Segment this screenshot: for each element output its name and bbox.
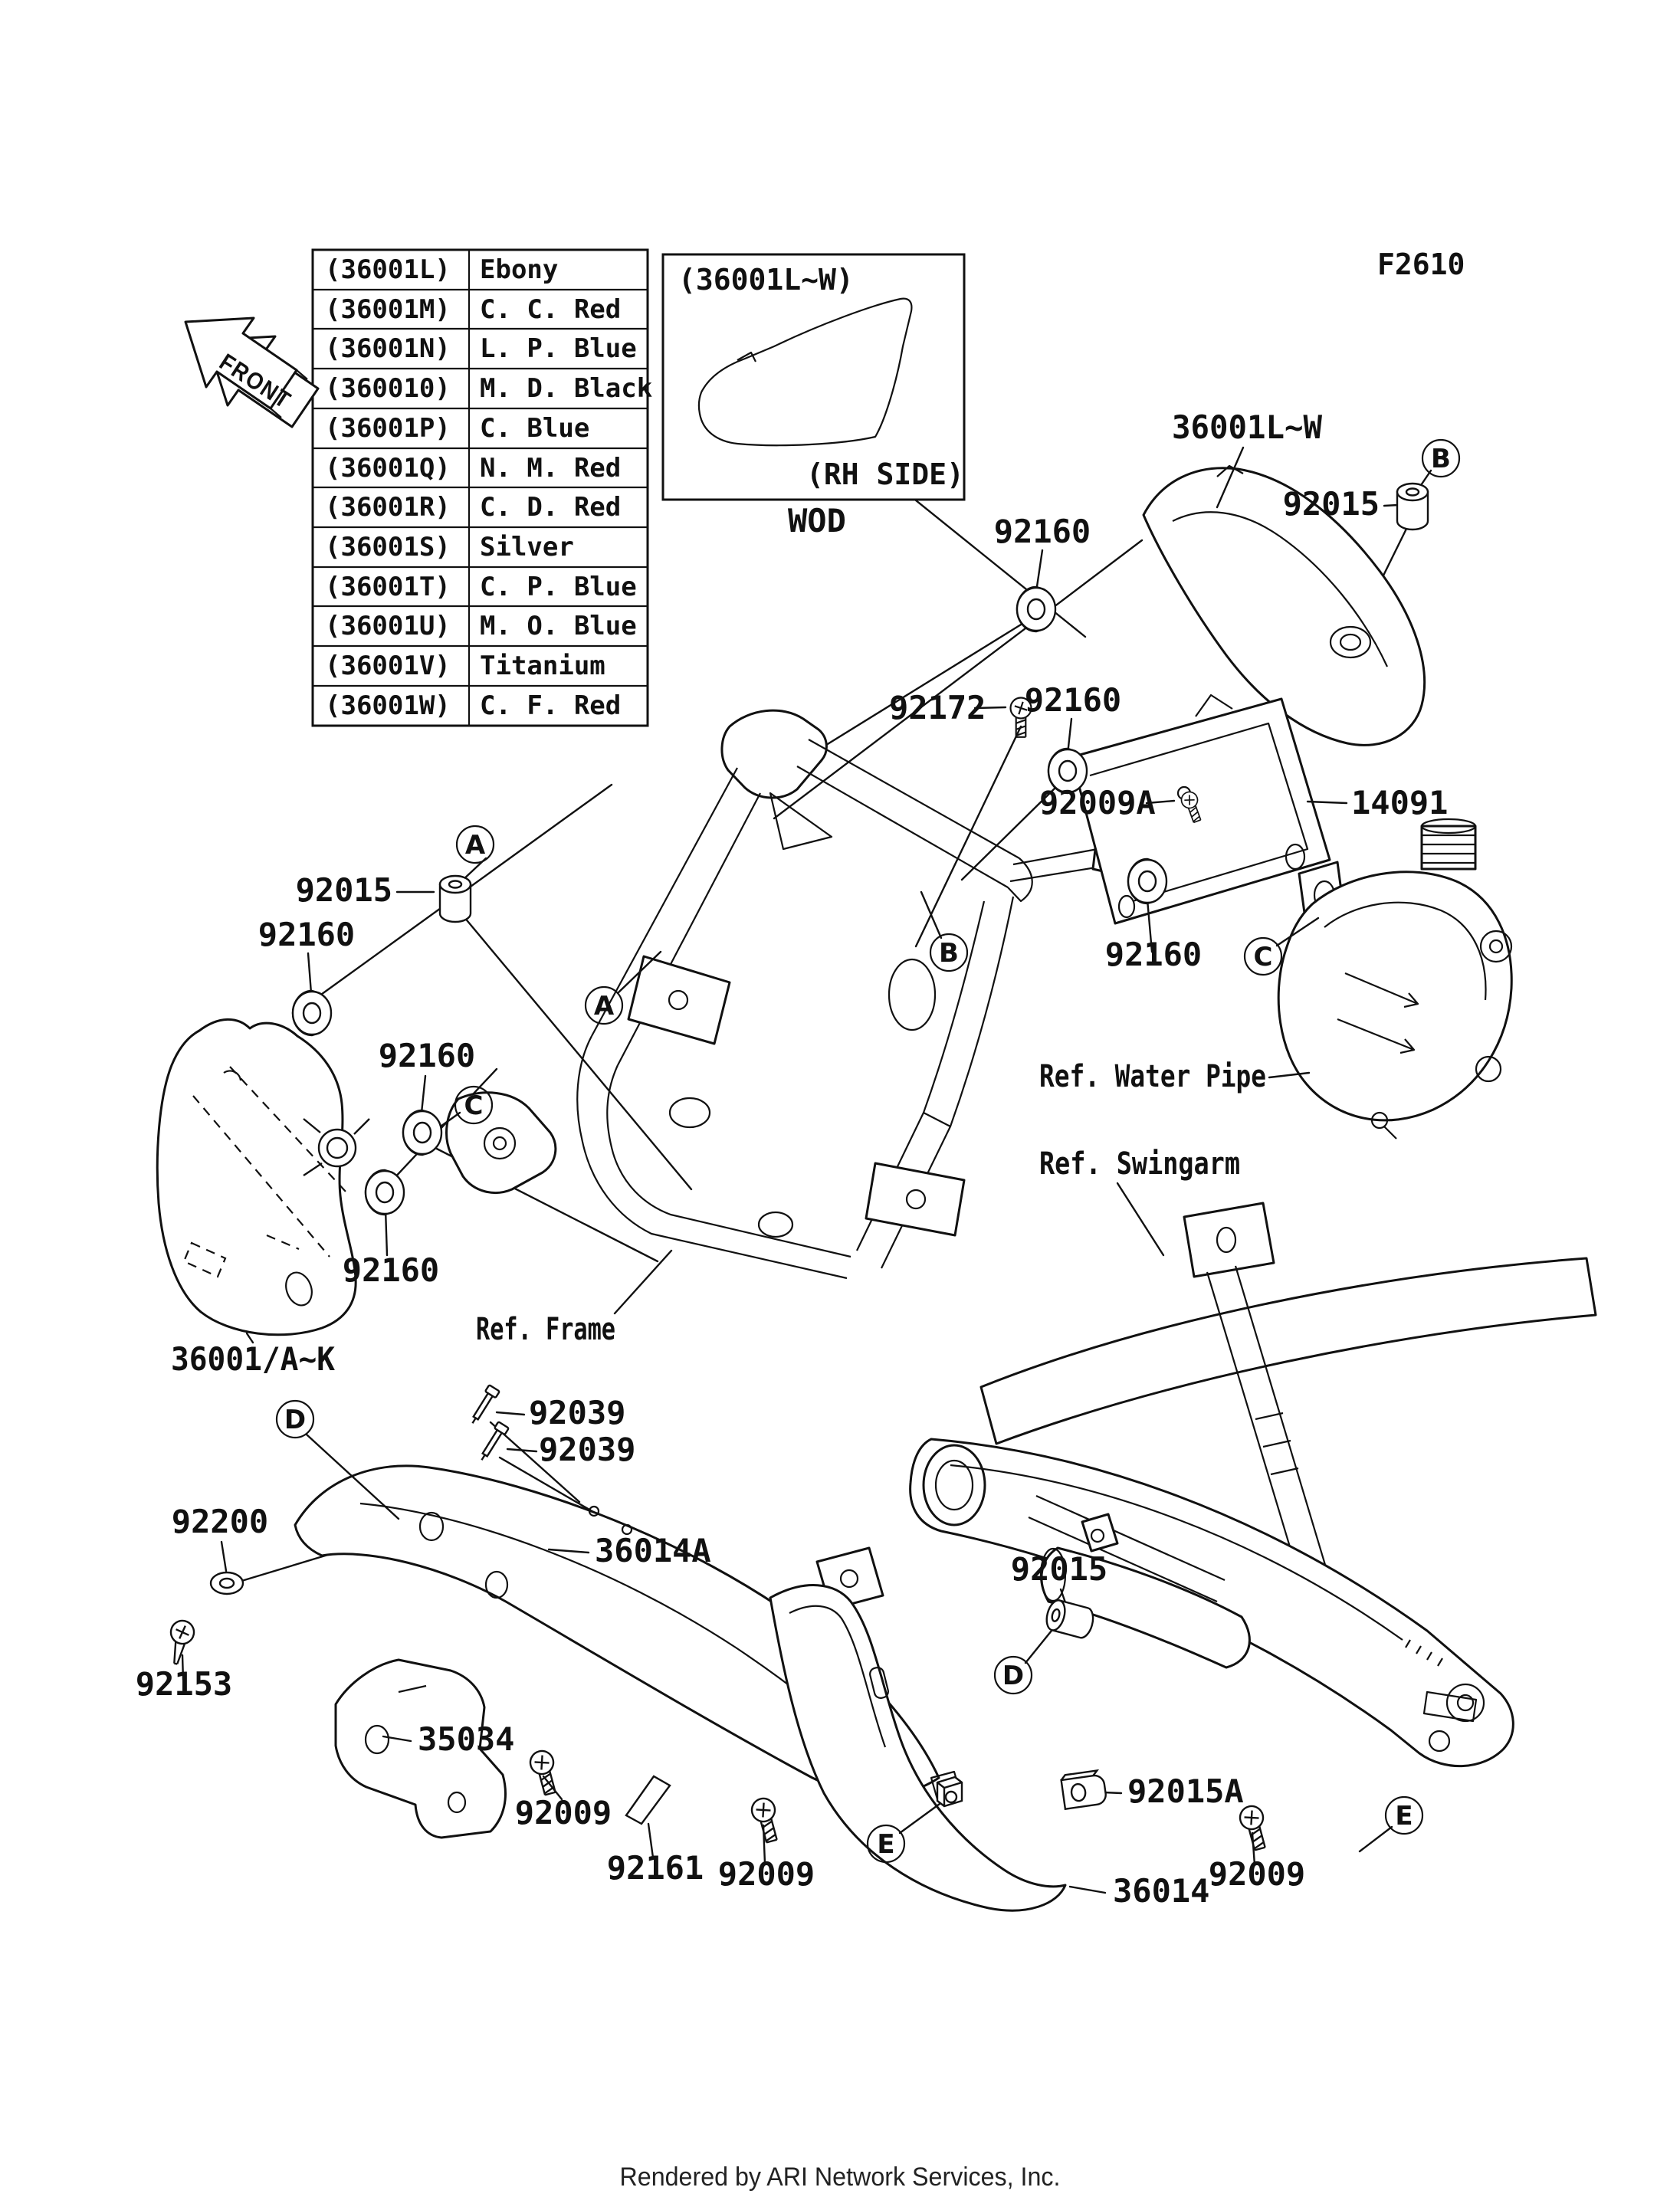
part-label-92160-left-lower[interactable]: 92160: [342, 1251, 440, 1289]
table-color: C. C. Red: [480, 294, 622, 325]
front-arrow: [185, 318, 318, 427]
table-code: (36001L): [325, 254, 451, 285]
table-code: (36001M): [325, 294, 451, 325]
swingarm-drawing: [817, 1203, 1596, 1766]
ref-label-swingarm: Ref. Swingarm: [1039, 1146, 1240, 1182]
table-code: (36001T): [325, 572, 451, 602]
ref-label-frame: Ref. Frame: [476, 1312, 615, 1347]
part-label-36001lw[interactable]: 36001L~W: [1172, 408, 1323, 446]
screw-92153-icon: [165, 1618, 196, 1666]
nutplate-92015a-icon: [1061, 1769, 1107, 1808]
damper-92015-top-icon: [1397, 484, 1428, 530]
grommet-92160-left-upper-icon: [293, 991, 331, 1035]
part-label-92160-top[interactable]: 92160: [993, 513, 1091, 550]
grommet-92160-top-icon: [1017, 587, 1055, 631]
part-label-92015-bottom[interactable]: 92015: [1010, 1550, 1108, 1588]
table-color: Titanium: [480, 651, 605, 681]
grommet-92160-left-lower-icon: [366, 1170, 404, 1215]
svg-text:D: D: [284, 1405, 307, 1435]
marker-d-left: [277, 1401, 313, 1438]
nutblock-icon: [937, 1777, 962, 1806]
inset-side-note: (RH SIDE): [806, 457, 964, 491]
table-color: L. P. Blue: [480, 333, 637, 364]
table-code: (360010): [325, 373, 451, 404]
grommet-92160-right-icon: [1128, 859, 1166, 903]
marker-b-top: [1422, 440, 1459, 477]
table-code: (36001W): [325, 690, 451, 721]
svg-text:B: B: [939, 938, 959, 969]
part-label-92039-b[interactable]: 92039: [539, 1431, 636, 1468]
inset-caption: WOD: [788, 502, 846, 539]
marker-a-left: [457, 826, 494, 863]
table-color: N. M. Red: [480, 453, 622, 484]
part-label-92200[interactable]: 92200: [171, 1503, 269, 1540]
part-label-14091[interactable]: 14091: [1351, 784, 1449, 821]
marker-b-center: [930, 934, 967, 971]
svg-text:B: B: [1431, 444, 1451, 474]
table-color: C. D. Red: [480, 492, 622, 523]
table-code: (36001N): [325, 333, 451, 364]
damper-92015-left-icon: [440, 876, 471, 922]
svg-text:D: D: [1002, 1661, 1025, 1691]
part-label-92009-left[interactable]: 92009: [514, 1794, 612, 1831]
washer-92200-icon: [211, 1572, 243, 1594]
part-label-92160-left-mid[interactable]: 92160: [378, 1037, 476, 1074]
table-code: (36001V): [325, 651, 451, 681]
part-label-92015a[interactable]: 92015A: [1127, 1772, 1244, 1810]
table-code: (36001S): [325, 532, 451, 562]
marker-d-bottom: [995, 1657, 1032, 1694]
screw-92009-center-icon: [750, 1796, 783, 1844]
part-label-92160-left-upper[interactable]: 92160: [258, 916, 356, 953]
part-label-36014a[interactable]: 36014A: [595, 1532, 711, 1569]
table-color: C. P. Blue: [480, 572, 637, 602]
frame-drawing: [447, 710, 1116, 1278]
part-label-36001ak[interactable]: 36001/A~K: [171, 1340, 336, 1378]
marker-c-right: [1245, 938, 1281, 975]
pin-92039-b-icon: [477, 1421, 509, 1463]
part-label-92039-a[interactable]: 92039: [529, 1394, 626, 1431]
table-code: (36001P): [325, 413, 451, 444]
table-color: M. D. Black: [480, 373, 653, 404]
footer-credit: Rendered by ARI Network Services, Inc.: [619, 2163, 1061, 2192]
pin-92039-a-icon: [468, 1385, 500, 1426]
part-label-92160-right[interactable]: 92160: [1104, 936, 1203, 973]
svg-text:C: C: [464, 1090, 484, 1121]
diagram-code: F2610: [1377, 248, 1465, 281]
table-color: C. Blue: [480, 413, 590, 444]
table-code: (36001Q): [325, 453, 451, 484]
part-label-36014[interactable]: 36014: [1113, 1872, 1210, 1910]
inset-part-range: (36001L~W): [678, 263, 854, 297]
marker-a-center: [586, 987, 622, 1024]
part-label-92161[interactable]: 92161: [606, 1849, 704, 1887]
table-color: M. O. Blue: [480, 611, 637, 641]
part-label-92015-top[interactable]: 92015: [1282, 485, 1380, 523]
table-color: Silver: [480, 532, 574, 562]
marker-e-right: [1386, 1797, 1422, 1834]
svg-text:E: E: [877, 1829, 895, 1860]
part-label-35034[interactable]: 35034: [418, 1720, 515, 1758]
side-cover-lh-drawing: [157, 1019, 369, 1334]
table-code: (36001U): [325, 611, 451, 641]
part-label-92009-center[interactable]: 92009: [717, 1855, 815, 1893]
svg-text:C: C: [1253, 942, 1273, 972]
svg-text:E: E: [1395, 1801, 1413, 1831]
front-arrow-label: FRONT: [215, 348, 305, 420]
part-label-92015-left[interactable]: 92015: [295, 871, 392, 909]
sticker-92161-icon: [626, 1776, 670, 1824]
table-code: (36001R): [325, 492, 451, 523]
svg-text:A: A: [464, 830, 486, 861]
screw-92009-left-icon: [528, 1749, 562, 1797]
part-label-92172[interactable]: 92172: [889, 689, 986, 726]
water-pipe-drawing: [1278, 819, 1511, 1139]
part-label-92153[interactable]: 92153: [135, 1665, 233, 1703]
part-label-92009a[interactable]: 92009A: [1039, 784, 1156, 821]
grommet-92160-left-mid-icon: [403, 1110, 441, 1155]
table-color: C. F. Red: [480, 690, 622, 721]
svg-text:A: A: [593, 991, 615, 1021]
inset-box: [663, 254, 964, 539]
ref-label-water-pipe: Ref. Water Pipe: [1039, 1059, 1266, 1094]
table-color: Ebony: [480, 254, 559, 285]
part-label-92009-right[interactable]: 92009: [1208, 1855, 1306, 1893]
screw-92009-right-icon: [1238, 1804, 1271, 1852]
part-label-92160-center[interactable]: 92160: [1024, 681, 1122, 719]
color-table: [313, 250, 652, 726]
